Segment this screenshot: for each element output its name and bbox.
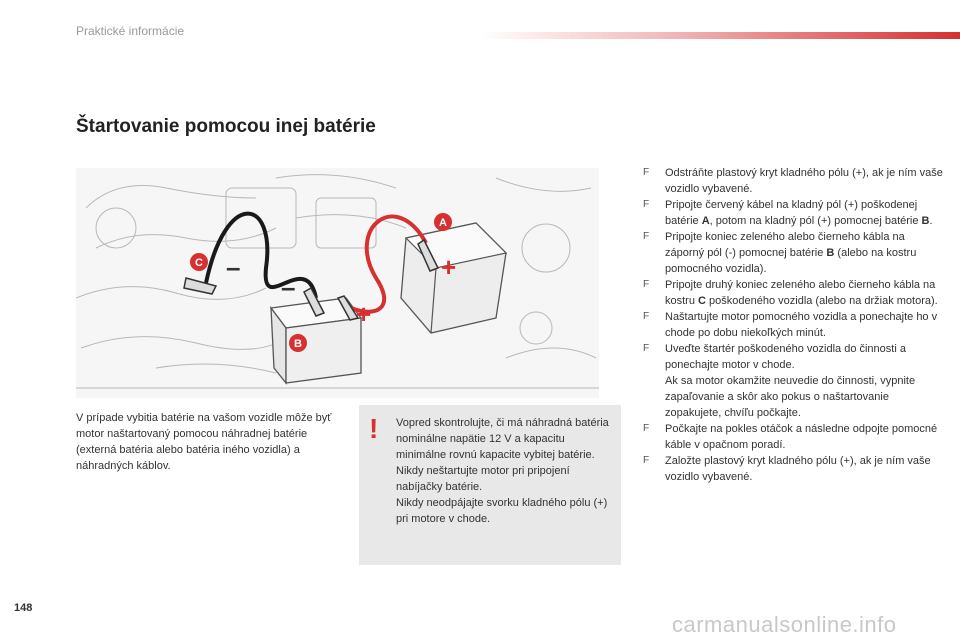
intro-paragraph: V prípade vybitia batérie na vašom vozidle môže byť motor naštartovaný pomocou náhradnej batérie (externá batéria alebo batéria iného vozidla) a náhradných káblov. xyxy=(76,412,332,472)
warning-line: Nikdy neodpájajte svorku kladného pólu (+) pri motore v chode. xyxy=(396,497,608,525)
bullet-icon: F xyxy=(643,167,650,178)
step-item: F Pripojte červený kábel na kladný pól (+) poškodenej batérie A, potom na kladný pól (+) pomocnej batérie B. xyxy=(643,199,933,227)
step-item: F Založte plastový kryt kladného pólu (+), ak je ním vaše vozidlo vybavené. xyxy=(643,455,931,483)
warning-box xyxy=(359,405,621,565)
procedure-steps xyxy=(643,165,943,485)
bullet-icon: F xyxy=(643,311,650,322)
warning-text xyxy=(396,415,616,527)
step-item: F Počkajte na pokles otáčok a následne odpojte pomocné káble v opačnom poradí. xyxy=(643,423,938,451)
bullet-icon: F xyxy=(643,231,650,242)
warning-line: Vopred skontrolujte, či má náhradná batéria nominálne napätie 12 V a kapacitu minimálne rovnú kapacite vybitej batérie. xyxy=(396,417,609,461)
plus-sign-a: + xyxy=(441,252,457,282)
section-header: Praktické informácie xyxy=(76,24,185,38)
watermark: carmanualsonline.info xyxy=(672,612,897,637)
step-item: F Uveďte štartér poškodeného vozidla do činnosti a ponechajte motor v chode. Ak sa motor okamžite neuvedie do činnosti, vypnite zapaľovanie a skôr ako pokus o naštartovanie zopakujete, chvíľu počkajte. xyxy=(643,343,916,419)
plus-sign-b: + xyxy=(356,299,372,329)
label-a-badge xyxy=(434,213,452,231)
step-item: F Odstráňte plastový kryt kladného pólu (+), ak je ním vaše vozidlo vybavené. xyxy=(643,167,943,195)
label-b-badge xyxy=(289,334,307,352)
page-number: 148 xyxy=(14,602,33,614)
svg-text:A: A xyxy=(439,217,447,229)
label-c-badge xyxy=(190,253,208,271)
step-item: F Pripojte koniec zeleného alebo čierneho kábla na záporný pól (-) pomocnej batérie B (alebo na kostru pomocného vozidla). xyxy=(643,231,917,275)
bullet-icon: F xyxy=(643,423,650,434)
svg-text:C: C xyxy=(195,257,203,269)
header-accent-line xyxy=(480,32,960,39)
bullet-icon: F xyxy=(643,199,650,210)
step-item: F Pripojte druhý koniec zeleného alebo čierneho kábla na kostru C poškodeného vozidla (alebo na držiak motora). xyxy=(643,279,938,307)
bullet-icon: F xyxy=(643,455,650,466)
jump-start-illustration xyxy=(76,168,599,398)
bullet-icon: F xyxy=(643,343,650,354)
minus-sign-b: – xyxy=(281,272,296,302)
exclamation-icon: ! xyxy=(369,413,379,444)
step-item: F Naštartujte motor pomocného vozidla a ponechajte ho v chode po dobu niekoľkých minút. xyxy=(643,311,938,339)
minus-sign-c: – xyxy=(226,252,241,282)
page-title: Štartovanie pomocou inej batérie xyxy=(76,116,376,137)
warning-line: Nikdy neštartujte motor pri pripojení nabíjačky batérie. xyxy=(396,465,570,493)
bullet-icon: F xyxy=(643,279,650,290)
svg-text:B: B xyxy=(294,338,302,350)
